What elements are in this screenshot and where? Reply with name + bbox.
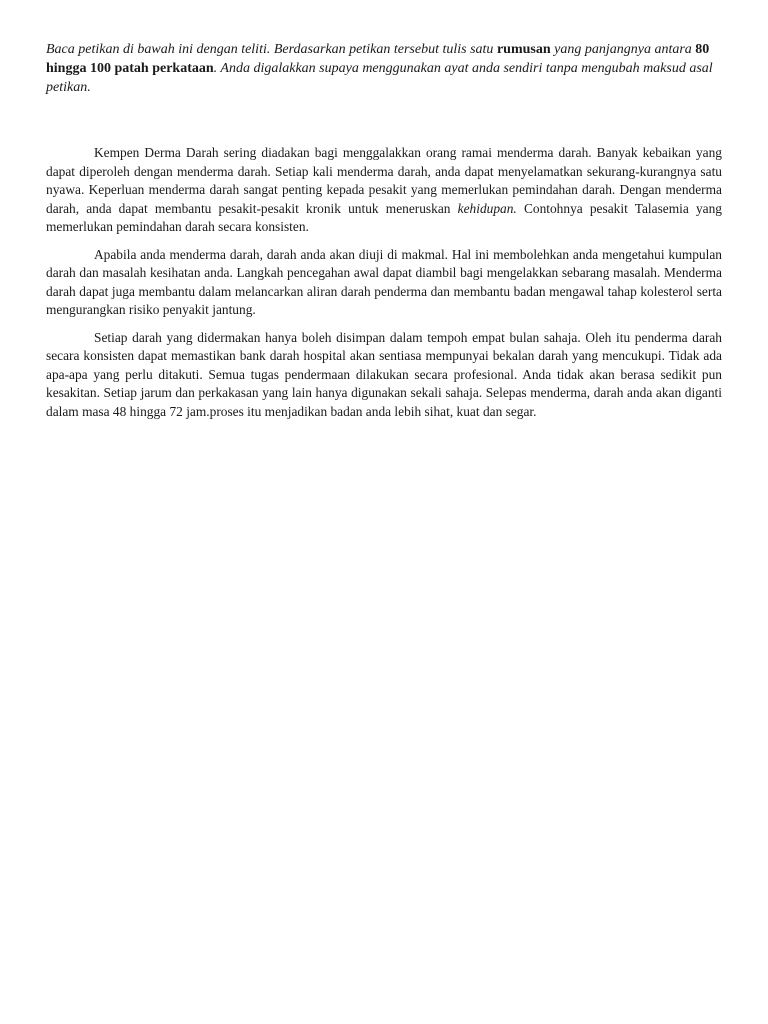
passage-paragraph-3: Setiap darah yang didermakan hanya boleh disimpan dalam tempoh empat bulan sahaja. Oleh itu penderma darah secara konsisten dapat memastikan bank darah hospital akan sentiasa mempunyai bekalan darah yang mencukupi. Tidak ada apa-apa yang perlu ditakuti. Semua tugas pendermaan dilakukan secara profesional. Anda tidak akan berasa sedikit pun kesakitan. Setiap jarum dan perkakasan yang lain hanya digunakan sekali sahaja. Selepas menderma, darah anda akan diganti dalam masa 48 hingga 72 jam.proses itu menjadikan badan anda lebih sihat, kuat dan segar. — [46, 329, 722, 419]
instruction-part-1: Baca petikan di bawah ini dengan teliti. Berdasarkan petikan tersebut tulis satu — [46, 42, 497, 57]
instruction-part-2: yang panjangnya antara — [550, 42, 696, 57]
passage-paragraph-1 — [46, 144, 722, 237]
instruction-part-3: . Anda digalakkan supaya menggunakan ayat anda sendiri tanpa mengubah maksud asal petikan. — [46, 61, 713, 95]
paragraph-1-italic-word: kehidupan. — [457, 200, 517, 216]
passage-paragraph-2: Apabila anda menderma darah, darah anda akan diuji di makmal. Hal ini membolehkan anda mengetahui kumpulan darah dan masalah kesihatan anda. Langkah pencegahan awal dapat diambil bagi mengelakkan sebarang masalah. Menderma darah dapat juga membantu dalam melancarkan aliran darah penderma dan membantu badan mengawal tahap kolesterol serta mengurangkan risiko penyakit jantung. — [46, 246, 722, 317]
instruction-bold-rumusan: rumusan — [496, 42, 551, 57]
document-page — [46, 40, 722, 430]
instruction-text — [46, 40, 722, 97]
passage — [46, 144, 722, 421]
instruction-bold-word-count: 80 hingga 100 patah perkataan — [46, 42, 710, 76]
paragraph-1-text-a: Kempen Derma Darah sering diadakan bagi menggalakkan orang ramai menderma darah. Banyak kebaikan yang dapat diperoleh dengan menderma darah. Setiap kali menderma darah, anda dapat menyelamatkan sekurang-kurangnya satu nyawa. Keperluan menderma darah sangat penting kepada pesakit yang memerlukan pemindahan darah. Dengan menderma darah, anda dapat membantu pesakit-pesakit kronik untuk meneruskan — [46, 145, 722, 216]
paragraph-1-text-b: Contohnya pesakit Talasemia yang memerlukan pemindahan darah secara konsisten. — [46, 200, 722, 234]
